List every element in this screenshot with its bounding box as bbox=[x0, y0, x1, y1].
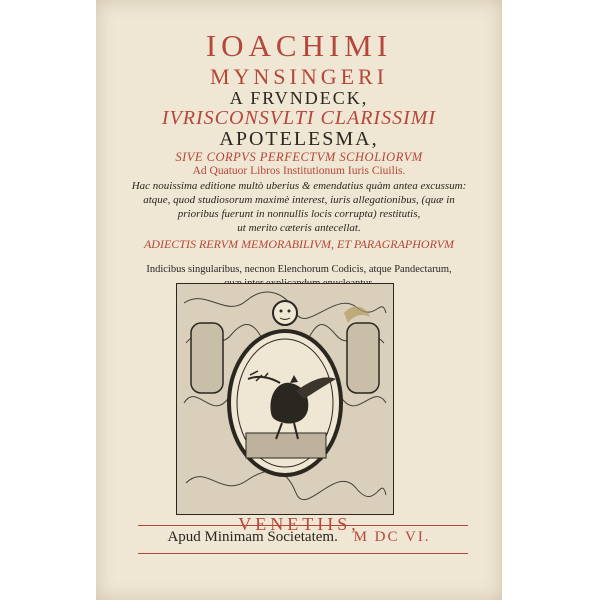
red-rule-top bbox=[138, 525, 468, 526]
work-title: APOTELESMA, bbox=[219, 128, 379, 150]
edition-line: prioribus fuerunt in nonnullis locis corrupta) restitutis, bbox=[177, 208, 421, 220]
publisher: Apud Minimam Societatem. bbox=[167, 529, 338, 545]
edition-line: Hac nouissima editione multò uberius & emendatius quàm antea excussum: bbox=[131, 180, 467, 192]
author-first-name: IOACHIMI bbox=[205, 28, 393, 63]
imprint-line bbox=[96, 529, 502, 546]
index-line: Indicibus singularibus, necnon Elenchorum Codicis, atque Pandectarum, bbox=[146, 264, 452, 275]
jurist-title: IVRISCONSVLTI CLARISSIMI bbox=[161, 107, 437, 129]
publication-date: M DC VI. bbox=[353, 529, 431, 545]
author-origin: A FRVNDECK, bbox=[229, 88, 369, 108]
work-scope: Ad Quatuor Libros Institutionum Iuris Ciuilis. bbox=[192, 165, 406, 177]
adjects-line: ADIECTIS RERVM MEMORABILIVM, ET PARAGRAPHORVM bbox=[143, 237, 455, 251]
edition-line: ut merito cæteris antecellat. bbox=[237, 222, 361, 234]
edition-line: atque, quod studiosorum maximè interest, iuris allegationibus, (quæ in bbox=[143, 194, 455, 206]
work-subtitle: SIVE CORPVS PERFECTVM SCHOLIORVM bbox=[175, 150, 423, 164]
red-rule-bottom bbox=[138, 553, 468, 554]
author-last-name: MYNSINGERI bbox=[209, 64, 389, 89]
imprint-place: VENETIIS, bbox=[238, 514, 360, 534]
printers-device-woodcut bbox=[176, 283, 394, 515]
